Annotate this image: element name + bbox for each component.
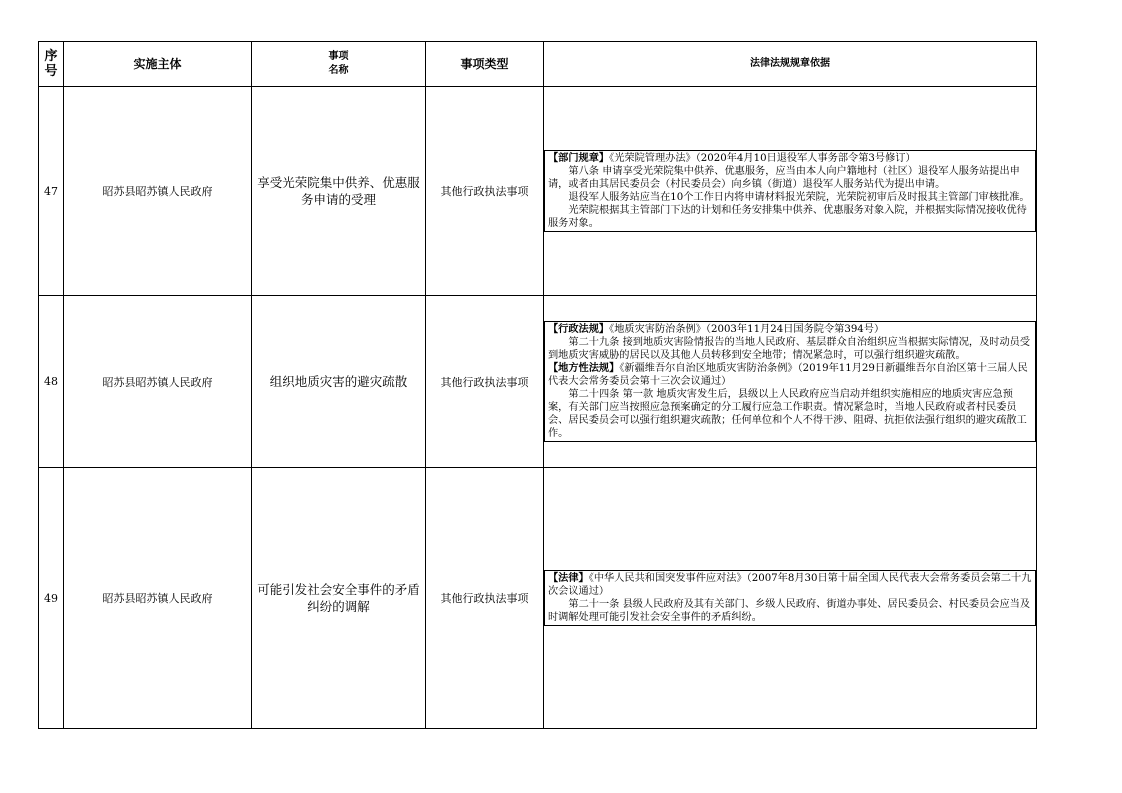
row-legal-basis xyxy=(544,296,1037,468)
row-item-type: 其他行政执法事项 xyxy=(426,87,544,296)
basis-source xyxy=(548,362,1032,388)
basis-text: 光荣院根据其主管部门下达的计划和任务安排集中供养、优惠服务对象入院，并根据实际情况接收优待服务对象。 xyxy=(548,205,1027,229)
row-seq: 47 xyxy=(39,87,64,296)
header-item-name-line2: 名称 xyxy=(328,65,349,76)
row-item-type: 其他行政执法事项 xyxy=(426,296,544,468)
row-subject: 昭苏县昭苏镇人民政府 xyxy=(64,468,252,729)
basis-article xyxy=(548,336,1032,362)
row-subject: 昭苏县昭苏镇人民政府 xyxy=(64,87,252,296)
legal-basis-text xyxy=(544,321,1036,442)
basis-text: 退役军人服务站应当在10个工作日内将申请材料报光荣院，光荣院初审后及时报其主管部门审核批准。 xyxy=(568,192,1030,203)
basis-text: 第二十一条 县级人民政府及其有关部门、乡级人民政府、街道办事处、居民委员会、村民委员会应当及时调解处理可能引发社会安全事件的矛盾纠纷。 xyxy=(548,599,1031,623)
basis-article xyxy=(548,165,1032,191)
header-item-name xyxy=(252,42,426,87)
table-row xyxy=(39,296,1037,468)
basis-article xyxy=(548,204,1032,230)
row-legal-basis xyxy=(544,468,1037,729)
basis-text: 第二十九条 接到地质灾害险情报告的当地人民政府、基层群众自治组织应当根据实际情况，及时动员受到地质灾害威胁的居民以及其他人员转移到安全地带；情况紧急时，可以强行组织避灾疏散。 xyxy=(548,337,1031,361)
basis-type-tag: 【法律】 xyxy=(548,572,589,584)
header-item-type: 事项类型 xyxy=(426,42,544,87)
header-seq: 序号 xyxy=(39,42,64,87)
basis-article xyxy=(548,191,1032,204)
row-item-name: 可能引发社会安全事件的矛盾纠纷的调解 xyxy=(252,468,426,729)
header-item-name-line1: 事项 xyxy=(328,51,349,62)
row-legal-basis xyxy=(544,87,1037,296)
row-item-type: 其他行政执法事项 xyxy=(426,468,544,729)
basis-type-tag: 【地方性法规】 xyxy=(548,362,620,374)
basis-text: 《中华人民共和国突发事件应对法》（2007年8月30日第十届全国人民代表大会常务委员会第二十九次会议通过） xyxy=(548,573,1032,597)
row-seq: 48 xyxy=(39,296,64,468)
header-row xyxy=(39,42,1037,87)
basis-type-tag: 【行政法规】 xyxy=(548,323,610,335)
row-item-name: 享受光荣院集中供养、优惠服务申请的受理 xyxy=(252,87,426,296)
basis-source xyxy=(548,152,1032,165)
header-subject: 实施主体 xyxy=(64,42,252,87)
basis-article xyxy=(548,598,1032,624)
basis-source xyxy=(548,323,1032,336)
basis-text: 《地质灾害防治条例》（2003年11月24日国务院令第394号） xyxy=(609,324,885,335)
basis-source xyxy=(548,572,1032,598)
basis-text: 第二十四条 第一款 地质灾害发生后，县级以上人民政府应当启动并组织实施相应的地质灾害应急预案，有关部门应当按照应急预案确定的分工履行应急工作职责。情况紧急时，当地人民政府或者村民委员会、居民委员会可以强行组织避灾疏散；任何单位和个人不得干涉、阻碍、抗拒依法强行组织的避灾疏散工作。 xyxy=(548,389,1027,439)
basis-type-tag: 【部门规章】 xyxy=(548,152,610,164)
table-row xyxy=(39,468,1037,729)
row-item-name: 组织地质灾害的避灾疏散 xyxy=(252,296,426,468)
header-legal-basis: 法律法规规章依据 xyxy=(544,42,1037,87)
row-seq: 49 xyxy=(39,468,64,729)
basis-text: 《光荣院管理办法》（2020年4月10日退役军人事务部令第3号修订） xyxy=(609,153,916,164)
basis-article xyxy=(548,388,1032,440)
legal-basis-text xyxy=(544,150,1036,232)
basis-text: 第八条 申请享受光荣院集中供养、优惠服务，应当由本人向户籍地村（社区）退役军人服务站提出申请，或者由其居民委员会（村民委员会）向乡镇（街道）退役军人服务站代为提出申请。 xyxy=(548,166,1020,190)
basis-text: 《新疆维吾尔自治区地质灾害防治条例》（2019年11月29日新疆维吾尔自治区第十三届人民代表大会常务委员会第十三次会议通过） xyxy=(548,363,1028,387)
enforcement-items-table xyxy=(38,41,1037,729)
legal-basis-text xyxy=(544,570,1036,626)
table-row xyxy=(39,87,1037,296)
row-subject: 昭苏县昭苏镇人民政府 xyxy=(64,296,252,468)
